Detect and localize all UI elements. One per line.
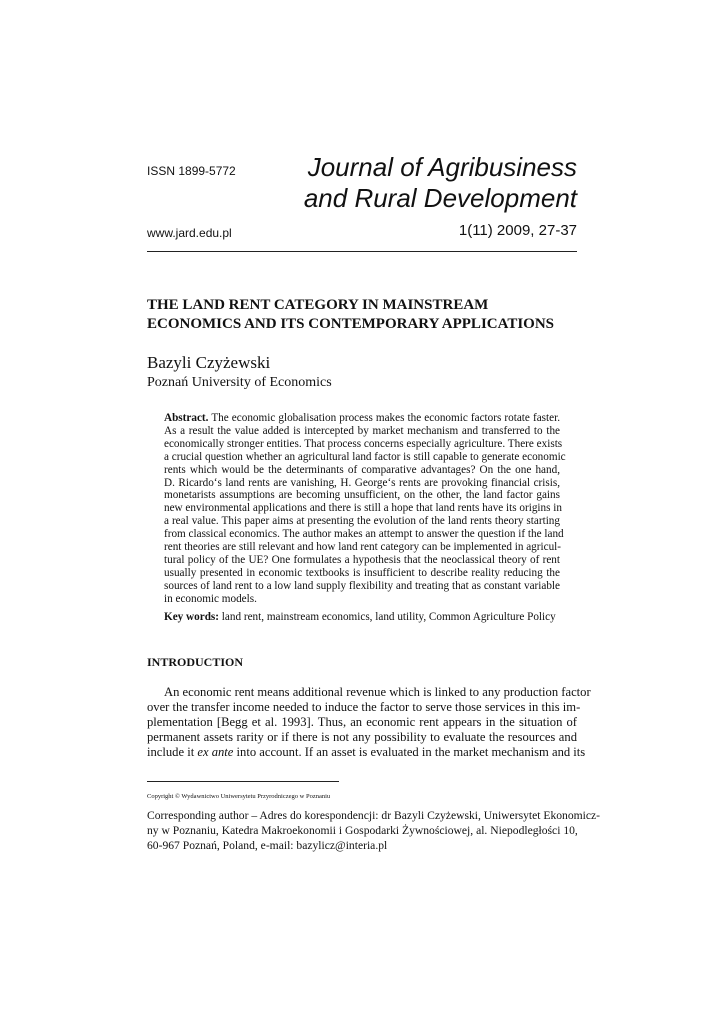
- abstract-line: a real value. This paper aims at presenting the evolution of the land rents theory starting: [164, 515, 560, 528]
- corresponding-line: Corresponding author – Adres do korespondencji: dr Bazyli Czyżewski, Uniwersytet Ekonomicz-: [147, 809, 601, 822]
- intro-line: permanent assets rarity or if there is not any possibility to evaluate the resources and: [147, 730, 577, 745]
- abstract-line: monetarists assumptions are becoming unsufficient, on the other, the land factor gains: [164, 489, 560, 502]
- abstract-line: new environmental applications and there is still a hope that land rents have its origins in: [164, 502, 562, 515]
- abstract-line: rent theories are still relevant and how land rent category can be implemented in agricul-: [164, 541, 561, 554]
- issue-pages: 1(11) 2009, 27-37: [458, 222, 577, 239]
- journal-title: [277, 152, 577, 214]
- author-affiliation: Poznań University of Economics: [147, 375, 332, 390]
- abstract-line: D. Ricardo‘s land rents are vanishing, H. George‘s rents are provoking financial crisis,: [164, 476, 560, 489]
- abstract-line: from classical economics. The author makes an attempt to answer the question if the land: [164, 528, 564, 541]
- footnote-divider: [147, 781, 339, 782]
- article-title-line-2: ECONOMICS AND ITS CONTEMPORARY APPLICATIONS: [147, 316, 555, 332]
- introduction-body: [147, 685, 591, 760]
- intro-line-text: into account. If an asset is evaluated in the market mechanism and its: [233, 745, 586, 760]
- keywords-text: land rent, mainstream economics, land utility, Common Agriculture Policy: [219, 611, 556, 623]
- abstract-line: As a result the value added is intercepted by market mechanism and transferred to the: [164, 424, 560, 437]
- abstract-line: in economic models.: [164, 592, 257, 605]
- intro-italic-term: ex ante: [197, 745, 234, 760]
- keywords-label: Key words:: [164, 611, 219, 623]
- intro-line-text: include it: [147, 745, 198, 760]
- abstract-line-text: The economic globalisation process makes the economic factors rotate faster.: [208, 412, 560, 424]
- intro-line: An economic rent means additional revenue which is linked to any production factor: [164, 685, 591, 699]
- journal-title-line-1: Journal of Agribusiness: [307, 152, 577, 182]
- abstract: [164, 412, 566, 606]
- abstract-line: rents which would be the determinants of comparative advantages? On the one hand,: [164, 463, 560, 476]
- section-heading-introduction: INTRODUCTION: [147, 655, 244, 669]
- corresponding-author: [147, 808, 601, 853]
- article-title-line-1: THE LAND RENT CATEGORY IN MAINSTREAM: [147, 297, 489, 313]
- abstract-line: a crucial question whether an agricultural land factor is still capable to generate economic: [164, 450, 566, 463]
- abstract-line: economically stronger entities. That process concerns especially agriculture. There exists: [164, 437, 563, 450]
- copyright-notice: Copyright © Wydawnictwo Uniwersytetu Przyrodniczego w Poznaniu: [147, 793, 331, 800]
- corresponding-line: ny w Poznaniu, Katedra Makroekonomii i Gospodarki Żywnościowej, al. Niepodległości 10,: [147, 824, 578, 837]
- abstract-line: usually presented in economic textbooks is insufficient to describe reality reducing the: [164, 566, 560, 579]
- intro-line: over the transfer income needed to induce the factor to serve those services in this im-: [147, 700, 581, 715]
- abstract-label: Abstract.: [164, 412, 209, 424]
- abstract-line: [164, 412, 560, 425]
- issn: ISSN 1899-5772: [147, 164, 236, 178]
- article-title: [147, 296, 577, 334]
- journal-title-line-2: and Rural Development: [303, 183, 577, 213]
- intro-line: plementation [Begg et al. 1993]. Thus, an economic rent appears in the situation of: [147, 715, 577, 730]
- journal-website: www.jard.edu.pl: [147, 226, 232, 240]
- intro-line: [147, 745, 586, 760]
- abstract-line: tural policy of the UE? One formulates a hypothesis that the neoclassical theory of rent: [164, 553, 560, 566]
- abstract-line: sources of land rent to a low land supply flexibility and treating that as constant variable: [164, 579, 560, 592]
- corresponding-line: 60-967 Poznań, Poland, e-mail: bazylicz@interia.pl: [147, 839, 388, 852]
- keywords: [164, 611, 560, 623]
- header-divider: [147, 251, 577, 252]
- author-name: Bazyli Czyżewski: [147, 353, 271, 372]
